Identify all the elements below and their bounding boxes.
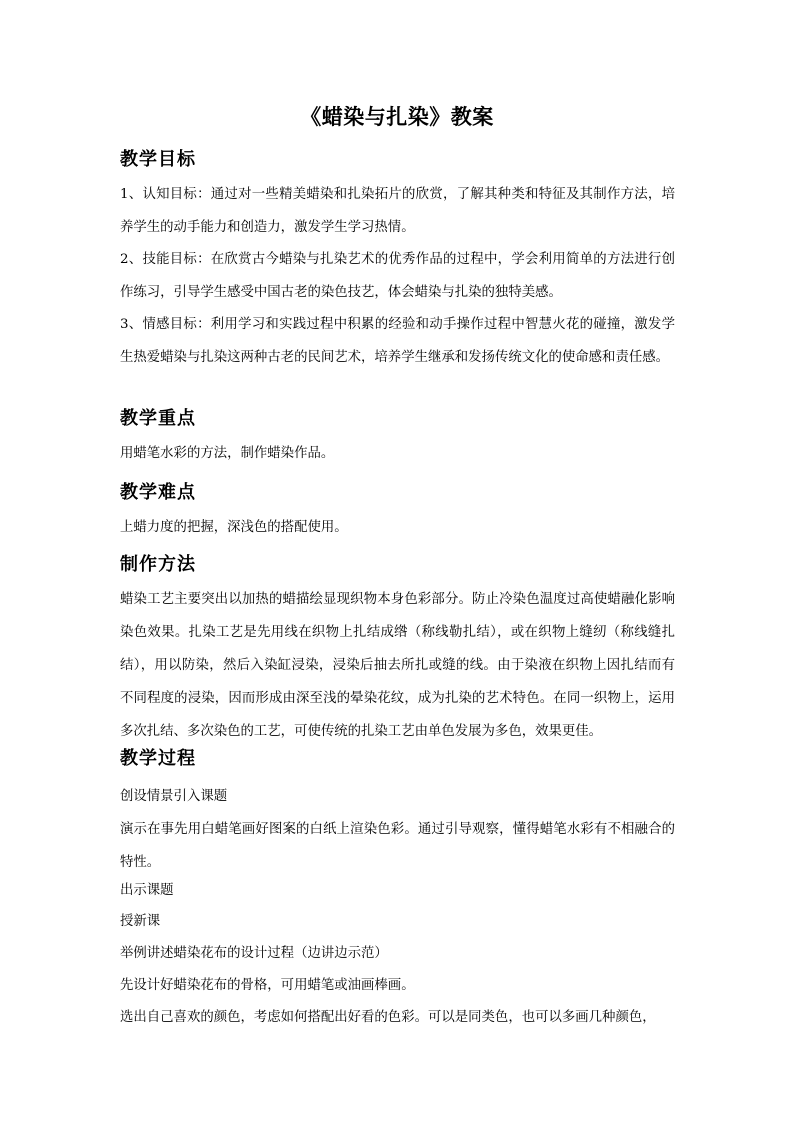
process-line-4: 授新课: [120, 914, 161, 929]
process-line-5: 举例讲述蜡染花布的设计过程（边讲边示范）: [120, 946, 388, 961]
section-heading-objectives: 教学目标: [120, 149, 196, 170]
key-points-text: 用蜡笔水彩的方法，制作蜡染作品。: [120, 446, 335, 461]
process-line-2: 演示在事先用白蜡笔画好图案的白纸上渲染色彩。通过引导观察，懂得蜡笔水彩有不相融合的特性。: [120, 822, 675, 870]
section-heading-process: 教学过程: [120, 748, 196, 769]
process-line-3: 出示课题: [120, 883, 174, 898]
section-heading-method: 制作方法: [120, 554, 196, 575]
method-text: 蜡染工艺主要突出以加热的蜡描绘显现织物本身色彩部分。防止冷染色温度过高使蜡融化影响染色效果。扎染工艺是先用线在织物上扎结成绺（称线勒扎结），或在织物上缝纫（称线缝扎结），用以防染，然后入染缸浸染，浸染后抽去所扎或缝的线。由于染液在织物上因扎结而有不同程度的浸染，因而形成由深至浅的晕染花纹，成为扎染的艺术特色。在同一织物上，运用多次扎结、多次染色的工艺，可使传统的扎染工艺由单色发展为多色，效果更佳。: [120, 592, 675, 739]
objective-item-1: 1、认知目标：通过对一些精美蜡染和扎染拓片的欣赏，了解其种类和特征及其制作方法，培养学生的动手能力和创造力，激发学生学习热情。: [120, 187, 675, 235]
difficulties-text: 上蜡力度的把握，深浅色的搭配使用。: [120, 520, 348, 535]
document-title: 《蜡染与扎染》教案: [300, 104, 494, 129]
process-line-1: 创设情景引入课题: [120, 789, 228, 804]
process-line-7: 选出自己喜欢的颜色，考虑如何搭配出好看的色彩。可以是同类色，也可以多画几种颜色，: [120, 1010, 656, 1025]
section-heading-key-points: 教学重点: [120, 408, 196, 429]
section-heading-difficulties: 教学难点: [120, 482, 196, 503]
process-line-6: 先设计好蜡染花布的骨格，可用蜡笔或油画棒画。: [120, 978, 415, 993]
objective-item-2: 2、技能目标：在欣赏古今蜡染与扎染艺术的优秀作品的过程中，学会利用简单的方法进行创作练习，引导学生感受中国古老的染色技艺，体会蜡染与扎染的独特美感。: [120, 252, 675, 300]
objective-item-3: 3、情感目标：利用学习和实践过程中积累的经验和动手操作过程中智慧火花的碰撞，激发学生热爱蜡染与扎染这两种古老的民间艺术，培养学生继承和发扬传统文化的使命感和责任感。: [120, 317, 675, 365]
